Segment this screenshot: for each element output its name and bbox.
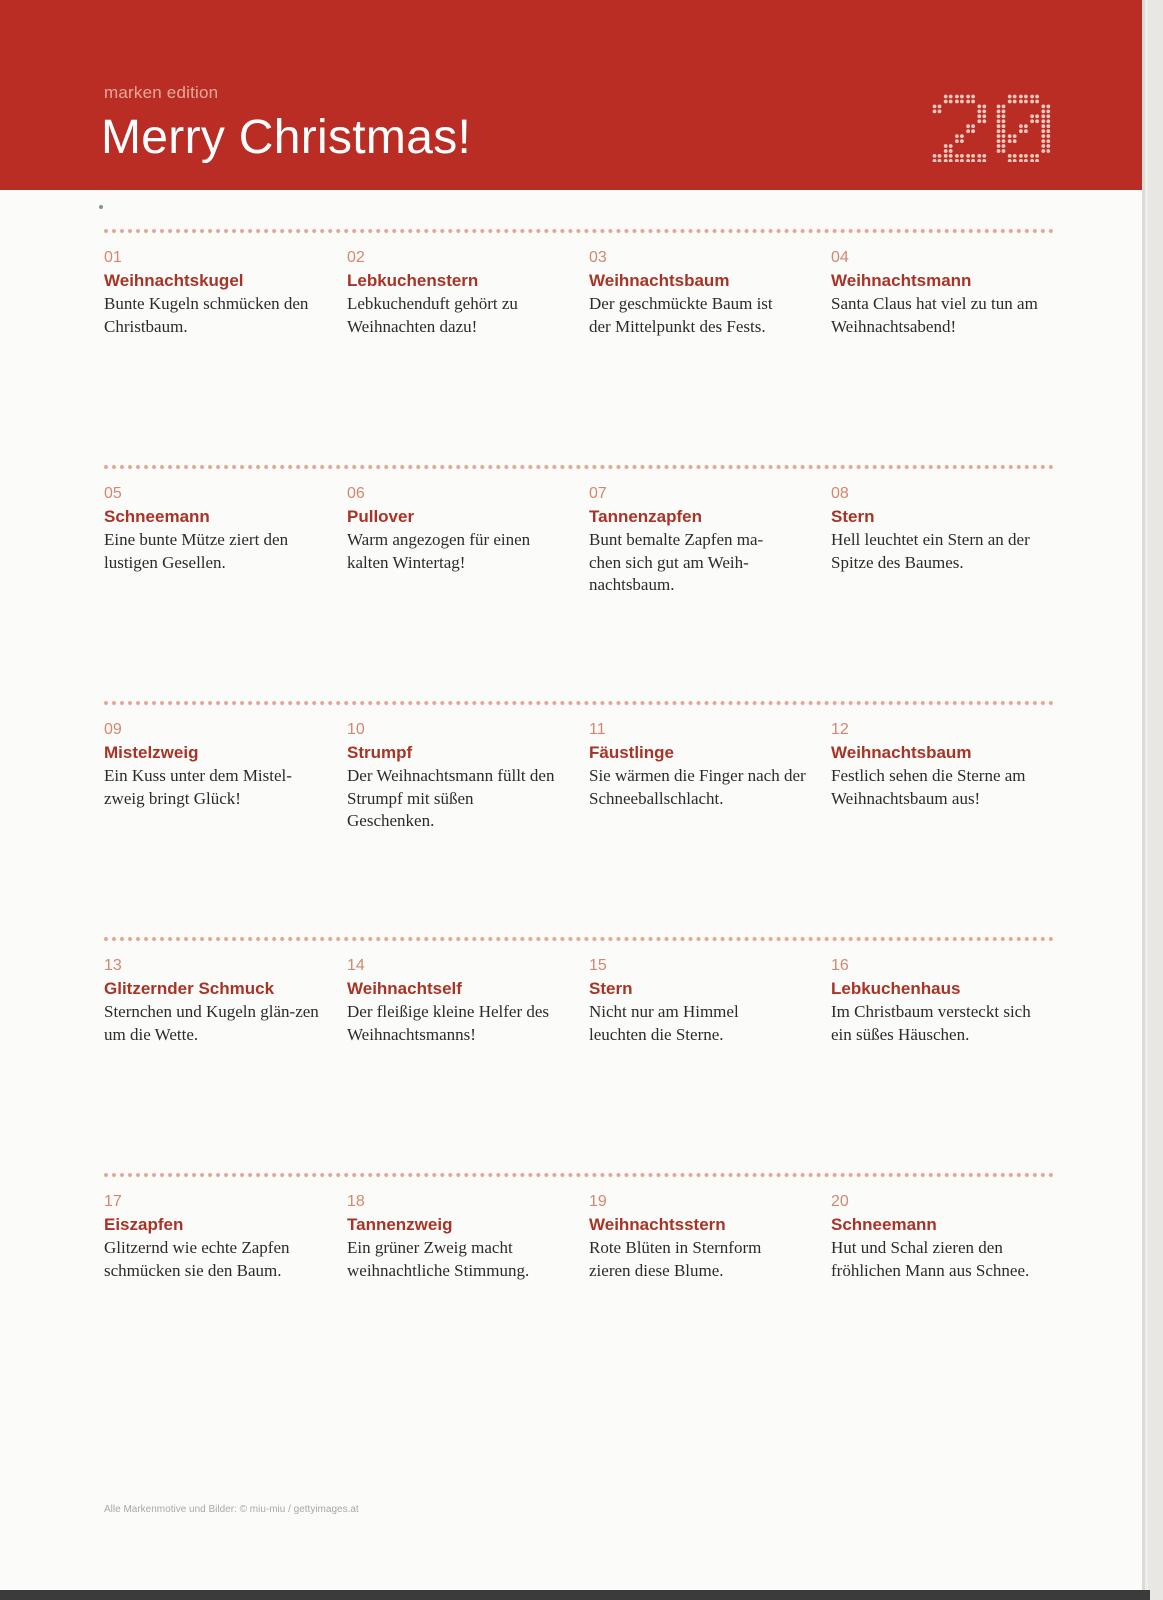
- entry-description: Eine bunte Mütze ziert den lustigen Gesellen.: [104, 530, 289, 572]
- badge-dot: [1024, 124, 1028, 128]
- badge-dot: [944, 100, 948, 104]
- badge-dot: [1046, 110, 1050, 114]
- badge-dot: [1013, 154, 1017, 158]
- badge-dot: [933, 154, 937, 158]
- badge-dot: [938, 110, 942, 114]
- entry-name: Lebkuchenhaus: [831, 979, 961, 998]
- badge-dot: [966, 154, 970, 158]
- badge-dot: [966, 124, 970, 128]
- badge-dot: [1024, 154, 1028, 158]
- entry-description: Warm angezogen für einen kalten Wintertag!: [347, 530, 531, 572]
- entry-number: 09: [104, 721, 122, 738]
- badge-dot: [1030, 119, 1034, 123]
- stamp-entry: [831, 248, 1066, 338]
- badge-dot: [1019, 129, 1023, 133]
- stamp-entry: [589, 956, 824, 1046]
- entry-number: 16: [831, 957, 849, 974]
- stamp-entry: [347, 484, 582, 574]
- badge-dot: [955, 134, 959, 138]
- stamp-entry: [831, 956, 1066, 1046]
- badge-dot: [944, 149, 948, 153]
- badge-dot: [944, 154, 948, 158]
- badge-dot: [1046, 105, 1050, 109]
- badge-dot: [1008, 154, 1012, 158]
- badge-dot: [971, 154, 975, 158]
- entry-name: Eiszapfen: [104, 1215, 184, 1234]
- badge-dot: [1002, 144, 1006, 148]
- entry-description: Santa Claus hat viel zu tun am Weihnachtsabend!: [831, 294, 1038, 336]
- badge-dot: [1046, 134, 1050, 138]
- badge-dot: [977, 119, 981, 123]
- badge-dot: [997, 139, 1001, 143]
- badge-dot: [949, 95, 953, 99]
- badge-dot: [1041, 105, 1045, 109]
- badge-dot: [1030, 114, 1034, 118]
- entry-number: 03: [589, 249, 607, 266]
- entry-description: Ein Kuss unter dem Mistel-zweig bringt Glück!: [104, 766, 292, 808]
- header-banner: [0, 0, 1142, 190]
- badge-dot: [938, 154, 942, 158]
- badge-dot: [971, 124, 975, 128]
- badge-dot: [971, 159, 975, 162]
- badge-dot: [1008, 159, 1012, 162]
- entry-name: Weihnachtsbaum: [589, 271, 730, 290]
- badge-dot: [1046, 149, 1050, 153]
- entry-name: Strumpf: [347, 743, 413, 762]
- badge-dot: [949, 100, 953, 104]
- entry-name: Weihnachtsmann: [831, 271, 972, 290]
- badge-dot: [933, 110, 937, 114]
- badge-dot: [1041, 110, 1045, 114]
- badge-dot: [982, 119, 986, 123]
- entry-number: 10: [347, 721, 365, 738]
- entry-number: 17: [104, 1193, 122, 1210]
- entry-number: 15: [589, 957, 607, 974]
- badge-dot: [971, 95, 975, 99]
- badge-dot: [944, 95, 948, 99]
- entry-description: Der fleißige kleine Helfer des Weihnachtsmanns!: [347, 1002, 550, 1044]
- badge-dot: [949, 149, 953, 153]
- badge-dot: [997, 149, 1001, 153]
- entry-description: Lebkuchenduft gehört zu Weihnachten dazu!: [347, 294, 518, 336]
- entry-description: Der Weihnachtsmann füllt den Strumpf mit süßen Geschenken.: [347, 766, 555, 830]
- badge-dot: [1041, 129, 1045, 133]
- badge-dot: [1024, 100, 1028, 104]
- badge-dot: [1035, 119, 1039, 123]
- badge-dot: [982, 105, 986, 109]
- page-title: Merry Christmas!: [101, 111, 472, 164]
- badge-dot: [1008, 95, 1012, 99]
- stamp-entry: [589, 248, 824, 338]
- badge-dot: [977, 154, 981, 158]
- badge-dot: [1046, 124, 1050, 128]
- stamp-entry: [347, 1192, 582, 1282]
- badge-dot: [1030, 95, 1034, 99]
- badge-dot: [1019, 95, 1023, 99]
- entry-description: Hell leuchtet ein Stern an der Spitze des Baumes.: [831, 530, 1030, 572]
- badge-dot: [997, 114, 1001, 118]
- grid-row: [104, 1173, 1054, 1409]
- badge-dot: [1041, 134, 1045, 138]
- badge-dot: [1041, 119, 1045, 123]
- badge-dot: [1041, 124, 1045, 128]
- badge-dot: [1046, 129, 1050, 133]
- badge-dot: [1041, 149, 1045, 153]
- entry-description: Nicht nur am Himmel leuchten die Sterne.: [589, 1002, 739, 1044]
- badge-dot: [955, 139, 959, 143]
- badge-dot: [933, 105, 937, 109]
- badge-dot: [966, 129, 970, 133]
- badge-dot: [1046, 119, 1050, 123]
- badge-dot: [944, 159, 948, 162]
- entry-description: Bunt bemalte Zapfen ma-chen sich gut am Weih-nachtsbaum.: [589, 530, 764, 594]
- stamp-entry: [104, 484, 339, 574]
- entry-name: Stern: [831, 507, 875, 526]
- badge-dot: [938, 159, 942, 162]
- entry-number: 06: [347, 485, 365, 502]
- badge-dot: [1024, 159, 1028, 162]
- badge-dot: [997, 110, 1001, 114]
- badge-dot: [1046, 144, 1050, 148]
- entry-name: Weihnachtself: [347, 979, 462, 998]
- entry-number: 11: [589, 721, 606, 738]
- badge-dot: [1035, 114, 1039, 118]
- badge-dot: [1002, 105, 1006, 109]
- grid-row: [104, 701, 1054, 937]
- badge-dot: [1019, 124, 1023, 128]
- stamp-entry: [831, 484, 1066, 574]
- edition-label: marken edition: [104, 83, 219, 102]
- badge-dot: [1008, 139, 1012, 143]
- badge-dot: [1019, 100, 1023, 104]
- badge-dot: [982, 110, 986, 114]
- entry-name: Weihnachtskugel: [104, 271, 244, 290]
- entry-description: Rote Blüten in Sternform zieren diese Blume.: [589, 1238, 762, 1280]
- entry-number: 01: [104, 249, 122, 266]
- entry-description: Bunte Kugeln schmücken den Christbaum.: [104, 294, 309, 336]
- entry-name: Tannenzapfen: [589, 507, 703, 526]
- entry-description: Hut und Schal zieren den fröhlichen Mann aus Schnee.: [831, 1238, 1030, 1280]
- decorative-dot: [99, 205, 103, 209]
- stamp-entry: [104, 1192, 339, 1282]
- entry-number: 07: [589, 485, 607, 502]
- badge-dot: [1002, 119, 1006, 123]
- entry-number: 20: [831, 1193, 849, 1210]
- stamp-grid: [104, 229, 1054, 1409]
- grid-row: [104, 465, 1054, 701]
- stamp-entry: [589, 720, 824, 810]
- entry-description: Glitzernd wie echte Zapfen schmücken sie den Baum.: [104, 1238, 290, 1280]
- badge-dot: [960, 134, 964, 138]
- badge-dot: [982, 114, 986, 118]
- entry-name: Fäustlinge: [589, 743, 675, 762]
- badge-dot: [960, 154, 964, 158]
- badge-dot: [1002, 134, 1006, 138]
- badge-dot: [938, 105, 942, 109]
- grid-row: [104, 229, 1054, 465]
- badge-dot: [1024, 95, 1028, 99]
- entry-name: Stern: [589, 979, 633, 998]
- badge-dot: [1030, 154, 1034, 158]
- badge-dot: [982, 159, 986, 162]
- badge-dot: [1013, 139, 1017, 143]
- badge-dot: [1035, 159, 1039, 162]
- badge-dot: [960, 95, 964, 99]
- badge-dot: [960, 139, 964, 143]
- stamp-entry: [589, 1192, 824, 1282]
- badge-dot: [1035, 100, 1039, 104]
- entry-name: Pullover: [347, 507, 415, 526]
- badge-dot: [1002, 129, 1006, 133]
- entry-name: Weihnachtsbaum: [831, 743, 972, 762]
- badge-dot: [982, 154, 986, 158]
- badge-dot: [966, 159, 970, 162]
- badge-dot: [1035, 95, 1039, 99]
- grid-row: [104, 937, 1054, 1173]
- badge-dot: [1046, 139, 1050, 143]
- badge-dot: [949, 144, 953, 148]
- badge-dot: [949, 159, 953, 162]
- stamp-entry: [831, 720, 1066, 810]
- badge-dot: [971, 100, 975, 104]
- stamp-entry: [104, 720, 339, 810]
- entry-number: 08: [831, 485, 849, 502]
- badge-dot: [1041, 139, 1045, 143]
- badge-dot: [1041, 114, 1045, 118]
- entry-name: Schneemann: [831, 1215, 937, 1234]
- entry-number: 04: [831, 249, 849, 266]
- stamp-entry: [104, 248, 339, 338]
- entry-name: Glitzernder Schmuck: [104, 979, 275, 998]
- entry-name: Schneemann: [104, 507, 210, 526]
- entry-number: 12: [831, 721, 849, 738]
- badge-dot: [1008, 134, 1012, 138]
- badge-dot: [1002, 110, 1006, 114]
- badge-dot: [933, 159, 937, 162]
- entry-name: Weihnachtsstern: [589, 1215, 726, 1234]
- badge-dot: [1002, 114, 1006, 118]
- badge-dot: [1002, 139, 1006, 143]
- badge-dot: [949, 154, 953, 158]
- badge-dot: [997, 144, 1001, 148]
- page-bottom-edge: [0, 1590, 1150, 1600]
- badge-dot: [955, 159, 959, 162]
- badge-dot: [1008, 100, 1012, 104]
- badge-dot: [966, 100, 970, 104]
- image-credit: Alle Markenmotive und Bilder: © miu-miu / gettyimages.at: [104, 1504, 359, 1515]
- dotted-number-badge: [930, 92, 1054, 162]
- badge-dot: [1013, 100, 1017, 104]
- badge-dot: [977, 114, 981, 118]
- badge-dot: [1030, 100, 1034, 104]
- badge-dot: [955, 154, 959, 158]
- badge-dot: [1002, 124, 1006, 128]
- badge-dot: [1013, 159, 1017, 162]
- stamp-entry: [104, 956, 339, 1046]
- badge-dot: [977, 105, 981, 109]
- badge-dot: [977, 110, 981, 114]
- entry-number: 19: [589, 1193, 607, 1210]
- badge-dot: [955, 100, 959, 104]
- badge-dot: [1046, 114, 1050, 118]
- entry-description: Festlich sehen die Sterne am Weihnachtsbaum aus!: [831, 766, 1026, 808]
- badge-dot: [1019, 154, 1023, 158]
- stamp-entry: [831, 1192, 1066, 1282]
- stamp-entry: [347, 248, 582, 338]
- badge-dot: [1002, 149, 1006, 153]
- badge-dot: [997, 124, 1001, 128]
- entry-name: Tannenzweig: [347, 1215, 453, 1234]
- entry-number: 14: [347, 957, 365, 974]
- badge-dot: [1030, 159, 1034, 162]
- badge-dot: [997, 105, 1001, 109]
- entry-number: 18: [347, 1193, 365, 1210]
- entry-description: Der geschmückte Baum ist der Mittelpunkt des Fests.: [589, 294, 773, 336]
- entry-description: Im Christbaum versteckt sich ein süßes Häuschen.: [831, 1002, 1031, 1044]
- entry-number: 02: [347, 249, 365, 266]
- entry-name: Mistelzweig: [104, 743, 199, 762]
- entry-description: Sie wärmen die Finger nach der Schneeballschlacht.: [589, 766, 806, 808]
- badge-dot: [955, 95, 959, 99]
- badge-dot: [966, 95, 970, 99]
- stamp-entry: [347, 956, 582, 1046]
- entry-name: Lebkuchenstern: [347, 271, 479, 290]
- stamp-entry: [589, 484, 824, 597]
- entry-description: Ein grüner Zweig macht weihnachtliche Stimmung.: [347, 1238, 530, 1280]
- entry-description: Sternchen und Kugeln glän-zen um die Wette.: [104, 1002, 319, 1044]
- badge-dot: [1013, 95, 1017, 99]
- badge-dot: [997, 134, 1001, 138]
- badge-dot: [1019, 159, 1023, 162]
- badge-dot: [1035, 154, 1039, 158]
- badge-dot: [1041, 144, 1045, 148]
- entry-number: 13: [104, 957, 122, 974]
- badge-dot: [977, 159, 981, 162]
- entry-number: 05: [104, 485, 122, 502]
- badge-dot: [1024, 129, 1028, 133]
- badge-dot: [960, 159, 964, 162]
- stamp-entry: [347, 720, 582, 833]
- badge-dot: [1013, 134, 1017, 138]
- badge-dot: [997, 119, 1001, 123]
- badge-dot: [944, 144, 948, 148]
- badge-dot: [971, 129, 975, 133]
- badge-dot: [997, 129, 1001, 133]
- badge-dot: [960, 100, 964, 104]
